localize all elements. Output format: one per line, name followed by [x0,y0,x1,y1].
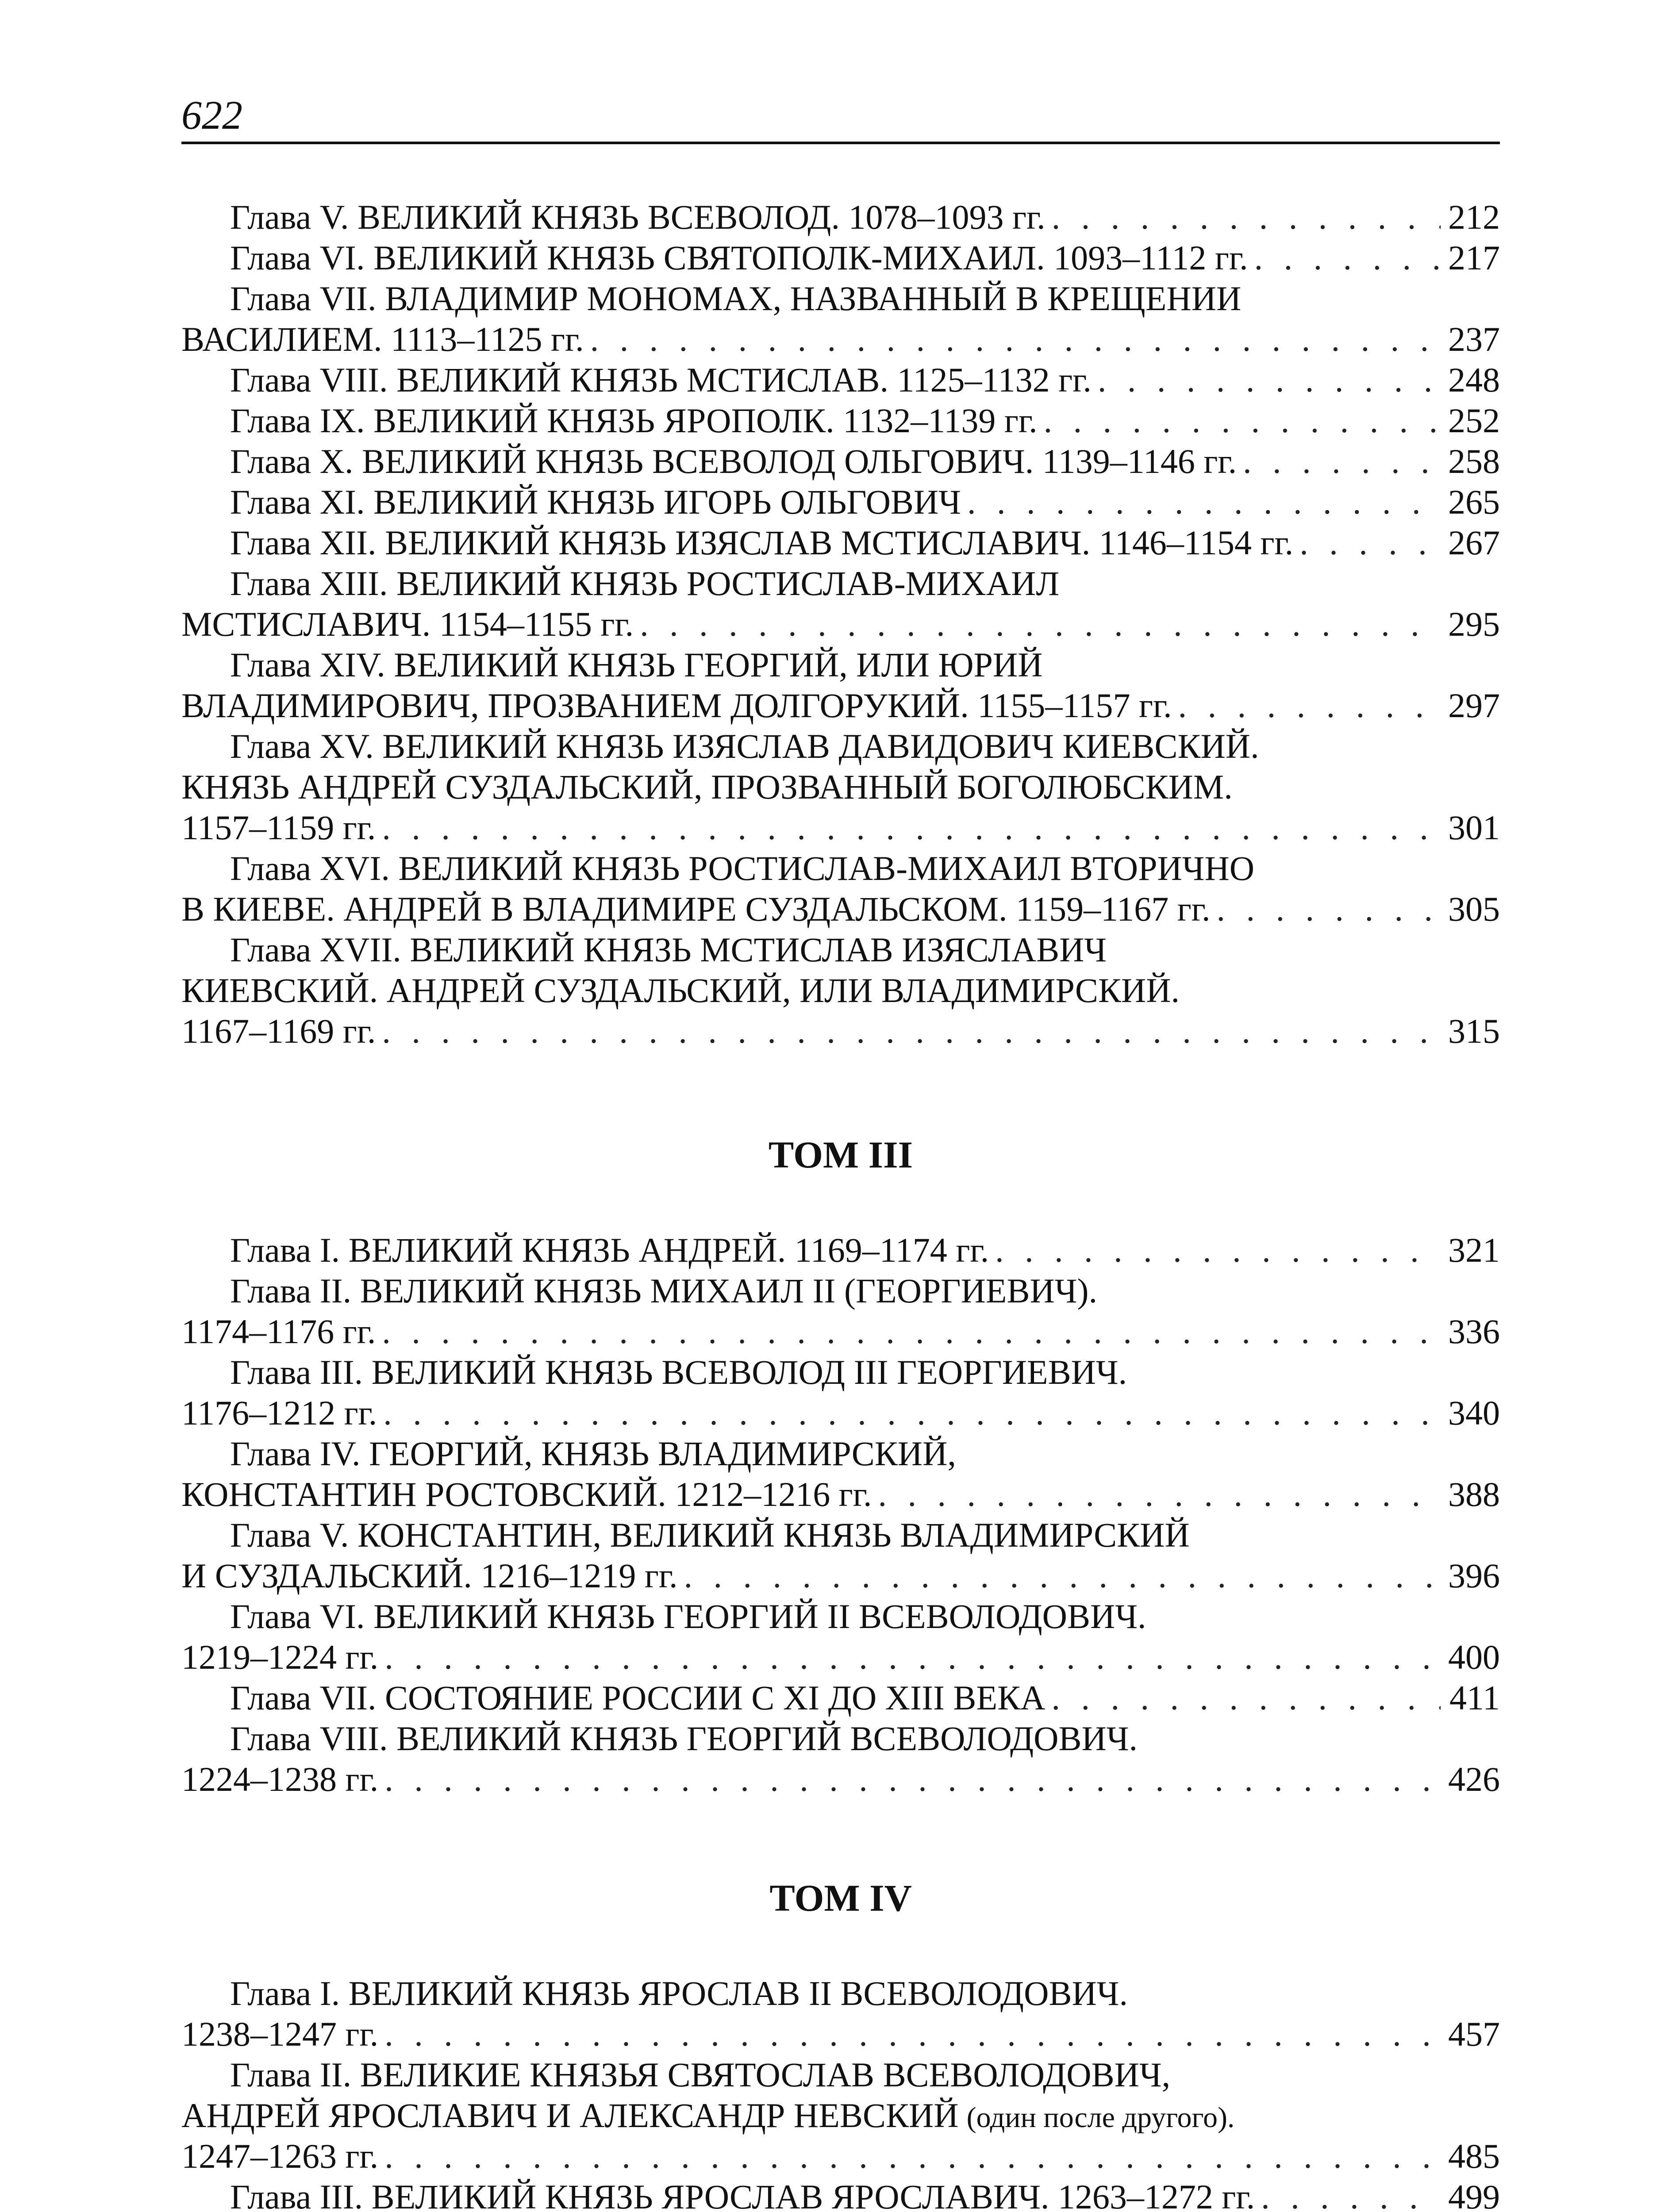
page-ref: 315 [1448,1012,1500,1050]
toc-entry-continuation[interactable]: И СУЗДАЛЬСКИЙ. 1216–1219 гг. . . . 396 [181,1555,1500,1596]
toc-entry-continuation[interactable]: 1238–1247 гг. . . . 457 [181,2014,1500,2055]
dot-leader [1098,360,1441,400]
toc-entry-heading[interactable]: Глава XIII. ВЕЛИКИЙ КНЯЗЬ РОСТИСЛАВ-МИХАИЛ [230,564,1060,603]
page-ref: 499 [1448,2177,1500,2212]
page-header [181,88,1500,144]
dot-leader [384,1637,1441,1678]
toc-entry-continuation[interactable]: 1219–1224 гг. . . . 400 [181,1637,1500,1678]
page-ref: 400 [1448,1638,1500,1676]
toc-entry-heading[interactable]: Глава II. ВЕЛИКИЕ КНЯЗЬЯ СВЯТОСЛАВ ВСЕВОЛОДОВИЧ, [230,2055,1171,2094]
dot-leader [382,807,1441,848]
toc-entry[interactable]: Глава VIII. ВЕЛИКИЙ КНЯЗЬ МСТИСЛАВ. 1125–1132 гг. . . . 248 [181,360,1500,400]
dot-leader [384,2014,1441,2055]
toc-entry-heading[interactable]: Глава XVI. ВЕЛИКИЙ КНЯЗЬ РОСТИСЛАВ-МИХАИЛ ВТОРИЧНО [230,849,1255,887]
toc-entry[interactable]: Глава IX. ВЕЛИКИЙ КНЯЗЬ ЯРОПОЛК. 1132–1139 гг. . . . 252 [181,400,1500,441]
toc-entry-continuation[interactable]: 1176–1212 гг. . . . 340 [181,1393,1500,1433]
toc-entry-continuation[interactable]: 1157–1159 гг. . . . 301 [181,807,1500,848]
volume-4-title: ТОМ IV [769,1877,912,1919]
dot-leader [382,1011,1441,1052]
toc-entry-heading[interactable]: Глава II. ВЕЛИКИЙ КНЯЗЬ МИХАИЛ II (ГЕОРГИЕВИЧ). [230,1271,1097,1310]
page-ref: 265 [1448,483,1500,521]
toc-entry[interactable]: Глава XII. ВЕЛИКИЙ КНЯЗЬ ИЗЯСЛАВ МСТИСЛАВИЧ. 1146–1154 гг. . . . 267 [181,522,1500,563]
toc-entry[interactable]: Глава X. ВЕЛИКИЙ КНЯЗЬ ВСЕВОЛОД ОЛЬГОВИЧ. 1139–1146 гг. . . . 258 [181,441,1500,482]
dot-leader [1216,889,1441,929]
dot-leader [995,1230,1441,1271]
page-ref: 297 [1448,686,1500,725]
toc-entry-continuation[interactable]: МСТИСЛАВИЧ. 1154–1155 гг. . . . 295 [181,604,1500,645]
toc-entry-heading[interactable]: Глава XVII. ВЕЛИКИЙ КНЯЗЬ МСТИСЛАВ ИЗЯСЛАВИЧ [230,930,1107,969]
dot-leader [1052,197,1441,238]
dot-leader [1051,1678,1441,1718]
page-ref: 305 [1448,890,1500,928]
dot-leader [1299,522,1441,563]
toc-entry-heading[interactable]: Глава I. ВЕЛИКИЙ КНЯЗЬ ЯРОСЛАВ II ВСЕВОЛОДОВИЧ. [230,1974,1128,2012]
toc-entry-heading[interactable]: Глава XIV. ВЕЛИКИЙ КНЯЗЬ ГЕОРГИЙ, ИЛИ ЮРИЙ [230,645,1043,684]
dot-leader [967,482,1441,522]
page-number: 622 [181,92,242,138]
page-ref: 252 [1448,401,1500,440]
dot-leader [382,1311,1441,1352]
dot-leader [684,1555,1441,1596]
page-ref: 217 [1448,238,1500,277]
dot-leader [1178,685,1441,726]
dot-leader [383,1393,1441,1433]
toc-entry[interactable]: Глава V. ВЕЛИКИЙ КНЯЗЬ ВСЕВОЛОД. 1078–1093 гг. . . . 212 [181,197,1500,238]
page-ref: 396 [1448,1556,1500,1595]
page-ref: 295 [1448,605,1500,643]
toc-entry-continuation[interactable]: 1174–1176 гг. . . . 336 [181,1311,1500,1352]
toc-volume-3 [181,1230,1500,1800]
toc-entry-continuation[interactable]: АНДРЕЙ ЯРОСЛАВИЧ И АЛЕКСАНДР НЕВСКИЙ (один после другого). [181,2095,1500,2136]
page-ref: 336 [1448,1312,1500,1351]
toc-volume-2-continued [181,197,1500,1052]
volume-3-title: ТОМ III [768,1133,913,1176]
toc-entry-continuation[interactable]: В КИЕВЕ. АНДРЕЙ В ВЛАДИМИРЕ СУЗДАЛЬСКОМ. 1159–1167 гг. . . . 305 [181,889,1500,929]
toc-entry[interactable]: Глава III. ВЕЛИКИЙ КНЯЗЬ ЯРОСЛАВ ЯРОСЛАВИЧ. 1263–1272 гг. . . . 499 [181,2177,1500,2212]
toc-entry-continuation[interactable]: КНЯЗЬ АНДРЕЙ СУЗДАЛЬСКИЙ, ПРОЗВАННЫЙ БОГОЛЮБСКИМ. [181,768,1233,806]
toc-entry-continuation[interactable]: КИЕВСКИЙ. АНДРЕЙ СУЗДАЛЬСКИЙ, ИЛИ ВЛАДИМИРСКИЙ. [181,971,1180,1010]
page-ref: 212 [1448,198,1500,236]
toc-entry-heading[interactable]: Глава V. КОНСТАНТИН, ВЕЛИКИЙ КНЯЗЬ ВЛАДИМИРСКИЙ [230,1516,1190,1554]
toc-volume-4 [181,1973,1500,2212]
toc-entry[interactable]: Глава I. ВЕЛИКИЙ КНЯЗЬ АНДРЕЙ. 1169–1174 гг. . . . 321 [181,1230,1500,1271]
toc-entry-heading[interactable]: Глава VII. ВЛАДИМИР МОНОМАХ, НАЗВАННЫЙ В КРЕЩЕНИИ [230,279,1242,318]
toc-entry-heading[interactable]: Глава VIII. ВЕЛИКИЙ КНЯЗЬ ГЕОРГИЙ ВСЕВОЛОДОВИЧ. [230,1719,1138,1758]
toc-entry-continuation[interactable]: 1224–1238 гг. . . . 426 [181,1759,1500,1800]
toc-entry[interactable]: Глава VI. ВЕЛИКИЙ КНЯЗЬ СВЯТОПОЛК-МИХАИЛ. 1093–1112 гг. . . . 217 [181,238,1500,278]
dot-leader [590,319,1441,360]
page-ref: 267 [1448,523,1500,562]
toc-entry-continuation[interactable]: ВЛАДИМИРОВИЧ, ПРОЗВАНИЕМ ДОЛГОРУКИЙ. 1155–1157 гг. . . . 297 [181,685,1500,726]
page-ref: 426 [1448,1760,1500,1798]
toc-entry-heading[interactable]: Глава XV. ВЕЛИКИЙ КНЯЗЬ ИЗЯСЛАВ ДАВИДОВИЧ КИЕВСКИЙ. [230,727,1259,765]
toc-entry-continuation[interactable]: ВАСИЛИЕМ. 1113–1125 гг. . . . 237 [181,319,1500,360]
page-ref: 248 [1448,361,1500,399]
dot-leader [640,604,1441,645]
dot-leader [384,1759,1441,1800]
toc-entry-continuation[interactable]: КОНСТАНТИН РОСТОВСКИЙ. 1212–1216 гг. . . . 388 [181,1474,1500,1515]
dot-leader [1254,238,1441,278]
entry-note: (один после другого). [966,2101,1235,2134]
page-ref: 411 [1449,1678,1500,1717]
dot-leader [1243,441,1441,482]
document-page [181,0,1500,2212]
toc-entry[interactable]: Глава VII. СОСТОЯНИЕ РОССИИ С XI ДО XIII ВЕКА . . . 411 [181,1678,1500,1718]
dot-leader [1044,400,1441,441]
toc-entry-heading[interactable]: Глава III. ВЕЛИКИЙ КНЯЗЬ ВСЕВОЛОД III ГЕОРГИЕВИЧ. [230,1353,1127,1391]
page-ref: 388 [1448,1475,1500,1513]
toc-entry-continuation[interactable]: 1167–1169 гг. . . . 315 [181,1011,1500,1052]
toc-entry[interactable]: Глава XI. ВЕЛИКИЙ КНЯЗЬ ИГОРЬ ОЛЬГОВИЧ . . . 265 [181,482,1500,522]
toc-entry-heading[interactable]: Глава IV. ГЕОРГИЙ, КНЯЗЬ ВЛАДИМИРСКИЙ, [230,1434,956,1473]
page-ref: 321 [1448,1231,1500,1269]
dot-leader [384,2136,1441,2177]
page-ref: 301 [1448,808,1500,847]
dot-leader [1261,2177,1441,2212]
page-ref: 237 [1448,320,1500,358]
page-ref: 485 [1448,2137,1500,2175]
toc-entry-heading[interactable]: Глава VI. ВЕЛИКИЙ КНЯЗЬ ГЕОРГИЙ II ВСЕВОЛОДОВИЧ. [230,1597,1146,1636]
page-ref: 457 [1448,2015,1500,2053]
page-ref: 340 [1448,1394,1500,1432]
toc-entry-continuation[interactable]: 1247–1263 гг. . . . 485 [181,2136,1500,2177]
page-ref: 258 [1448,442,1500,480]
dot-leader [878,1474,1441,1515]
